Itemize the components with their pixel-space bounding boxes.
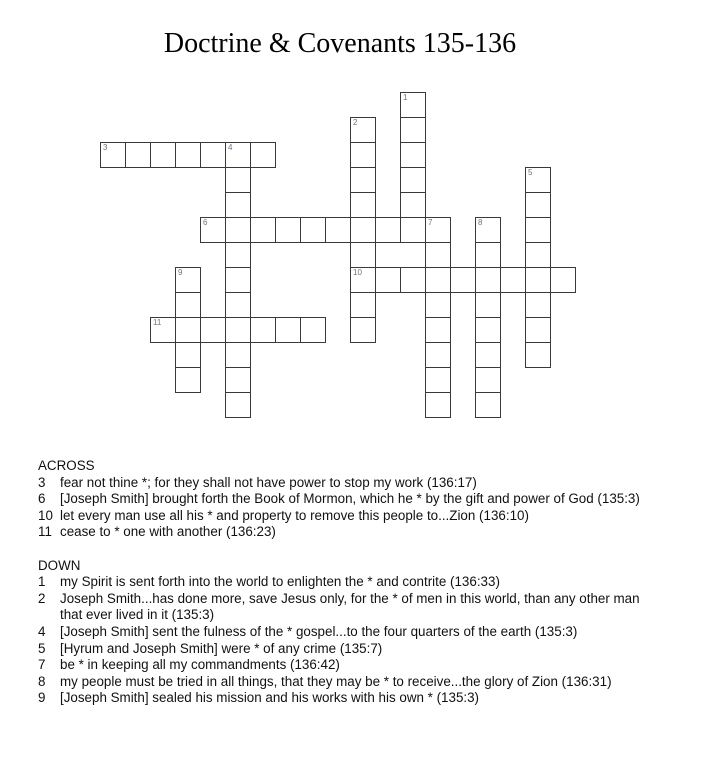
grid-cell (400, 267, 426, 293)
grid-cell (475, 292, 501, 318)
grid-cell (225, 392, 251, 418)
grid-cell (200, 142, 226, 168)
clue-text: [Hyrum and Joseph Smith] were * of any crime (135:7) (60, 640, 383, 656)
grid-cell (525, 267, 551, 293)
grid-cell (125, 142, 151, 168)
grid-cell (100, 142, 126, 168)
cell-number: 1 (403, 93, 408, 102)
clue-text: [Joseph Smith] brought forth the Book of Mormon, which he * by the gift and power of God (135:3) (60, 491, 640, 507)
grid-cell (150, 142, 176, 168)
grid-cell (350, 242, 376, 268)
grid-cell (400, 142, 426, 168)
cell-number: 6 (203, 218, 208, 227)
clue-number: 8 (38, 673, 46, 689)
clue-row (38, 690, 678, 707)
clues-section (38, 458, 678, 707)
grid-cell (475, 317, 501, 343)
grid-cell (475, 242, 501, 268)
grid-cell (150, 317, 176, 343)
grid-cell (200, 317, 226, 343)
grid-cell (475, 392, 501, 418)
clue-number: 4 (38, 623, 46, 639)
clue-number: 11 (38, 524, 52, 540)
clue-row (38, 591, 678, 624)
grid-cell (350, 317, 376, 343)
clue-number: 6 (38, 491, 46, 507)
grid-cell (400, 167, 426, 193)
grid-cell (525, 342, 551, 368)
grid-cell (175, 292, 201, 318)
cell-number: 3 (103, 143, 108, 152)
grid-cell (350, 292, 376, 318)
grid-cell (550, 267, 576, 293)
clue-text: Joseph Smith...has done more, save Jesus only, for the * of men in this world, than any other man that ever lived in it (135:3) (60, 590, 640, 623)
down-clue-list (38, 574, 678, 707)
grid-cell (175, 267, 201, 293)
grid-cell (475, 342, 501, 368)
grid-cell (175, 367, 201, 393)
cell-number: 4 (228, 143, 233, 152)
clue-text: let every man use all his * and property to remove this people to...Zion (136:10) (60, 507, 529, 523)
grid-cell (275, 217, 301, 243)
grid-cell (400, 117, 426, 143)
clue-row (38, 641, 678, 658)
grid-cell (350, 142, 376, 168)
grid-cell (375, 267, 401, 293)
grid-cell (425, 342, 451, 368)
grid-cell (425, 267, 451, 293)
grid-cell (475, 217, 501, 243)
clue-number: 9 (38, 690, 46, 706)
across-header: ACROSS (38, 458, 95, 473)
grid-cell (325, 217, 351, 243)
grid-cell (400, 217, 426, 243)
grid-cell (225, 292, 251, 318)
grid-cell (225, 342, 251, 368)
grid-cell (500, 267, 526, 293)
grid-cell (225, 167, 251, 193)
clue-number: 1 (38, 574, 46, 590)
crossword-grid (100, 92, 576, 418)
clue-text: [Joseph Smith] sealed his mission and his works with his own * (135:3) (60, 690, 480, 706)
cell-number: 11 (153, 318, 162, 327)
grid-cell (425, 367, 451, 393)
grid-cell (225, 267, 251, 293)
clue-text: my Spirit is sent forth into the world to enlighten the * and contrite (136:33) (60, 574, 500, 590)
clue-text: [Joseph Smith] sent the fulness of the * gospel...to the four quarters of the earth (135:3) (60, 623, 578, 639)
page-title: Doctrine & Covenants 135-136 (163, 28, 517, 59)
grid-cell (525, 317, 551, 343)
grid-cell (400, 92, 426, 118)
grid-cell (225, 142, 251, 168)
clue-number: 10 (38, 507, 53, 523)
clue-row (38, 491, 678, 508)
grid-cell (250, 217, 276, 243)
clue-text: cease to * one with another (136:23) (60, 524, 276, 540)
clue-row (38, 508, 678, 525)
grid-cell (225, 242, 251, 268)
grid-cell (200, 217, 226, 243)
grid-cell (350, 267, 376, 293)
clue-row (38, 624, 678, 641)
grid-cell (300, 217, 326, 243)
grid-cell (425, 217, 451, 243)
grid-cell (525, 167, 551, 193)
cell-number: 5 (528, 168, 533, 177)
grid-cell (375, 217, 401, 243)
across-clue-list (38, 475, 678, 541)
grid-cell (400, 192, 426, 218)
grid-cell (225, 317, 251, 343)
grid-cell (350, 117, 376, 143)
grid-cell (425, 392, 451, 418)
clue-number: 2 (38, 590, 46, 606)
clue-text: my people must be tried in all things, that they may be * to receive...the glory of Zion (136:31) (60, 673, 612, 689)
grid-cell (525, 217, 551, 243)
clue-number: 7 (38, 657, 46, 673)
cell-number: 7 (428, 218, 433, 227)
grid-cell (475, 367, 501, 393)
grid-cell (525, 242, 551, 268)
grid-cell (425, 317, 451, 343)
grid-cell (300, 317, 326, 343)
grid-cell (450, 267, 476, 293)
clue-text: be * in keeping all my commandments (136:42) (60, 657, 340, 673)
grid-cell (175, 142, 201, 168)
down-header: DOWN (38, 557, 81, 573)
cell-number: 10 (353, 268, 362, 277)
grid-cell (350, 167, 376, 193)
clue-number: 5 (38, 640, 46, 656)
grid-cell (275, 317, 301, 343)
grid-cell (425, 292, 451, 318)
grid-cell (250, 142, 276, 168)
grid-cell (525, 292, 551, 318)
clue-row (38, 574, 678, 591)
cell-number: 8 (478, 218, 483, 227)
clue-row (38, 657, 678, 674)
clue-row (38, 524, 678, 541)
clue-number: 3 (38, 474, 46, 490)
clue-text: fear not thine *; for they shall not have power to stop my work (136:17) (60, 474, 477, 490)
grid-cell (225, 367, 251, 393)
grid-cell (525, 192, 551, 218)
grid-cell (350, 217, 376, 243)
grid-cell (250, 317, 276, 343)
grid-cell (175, 317, 201, 343)
grid-cell (225, 217, 251, 243)
cell-number: 2 (353, 118, 358, 127)
grid-cell (475, 267, 501, 293)
grid-cell (175, 342, 201, 368)
grid-cell (425, 242, 451, 268)
clue-row (38, 674, 678, 691)
cell-number: 9 (178, 268, 183, 277)
clue-row (38, 475, 678, 492)
grid-cell (350, 192, 376, 218)
grid-cell (225, 192, 251, 218)
